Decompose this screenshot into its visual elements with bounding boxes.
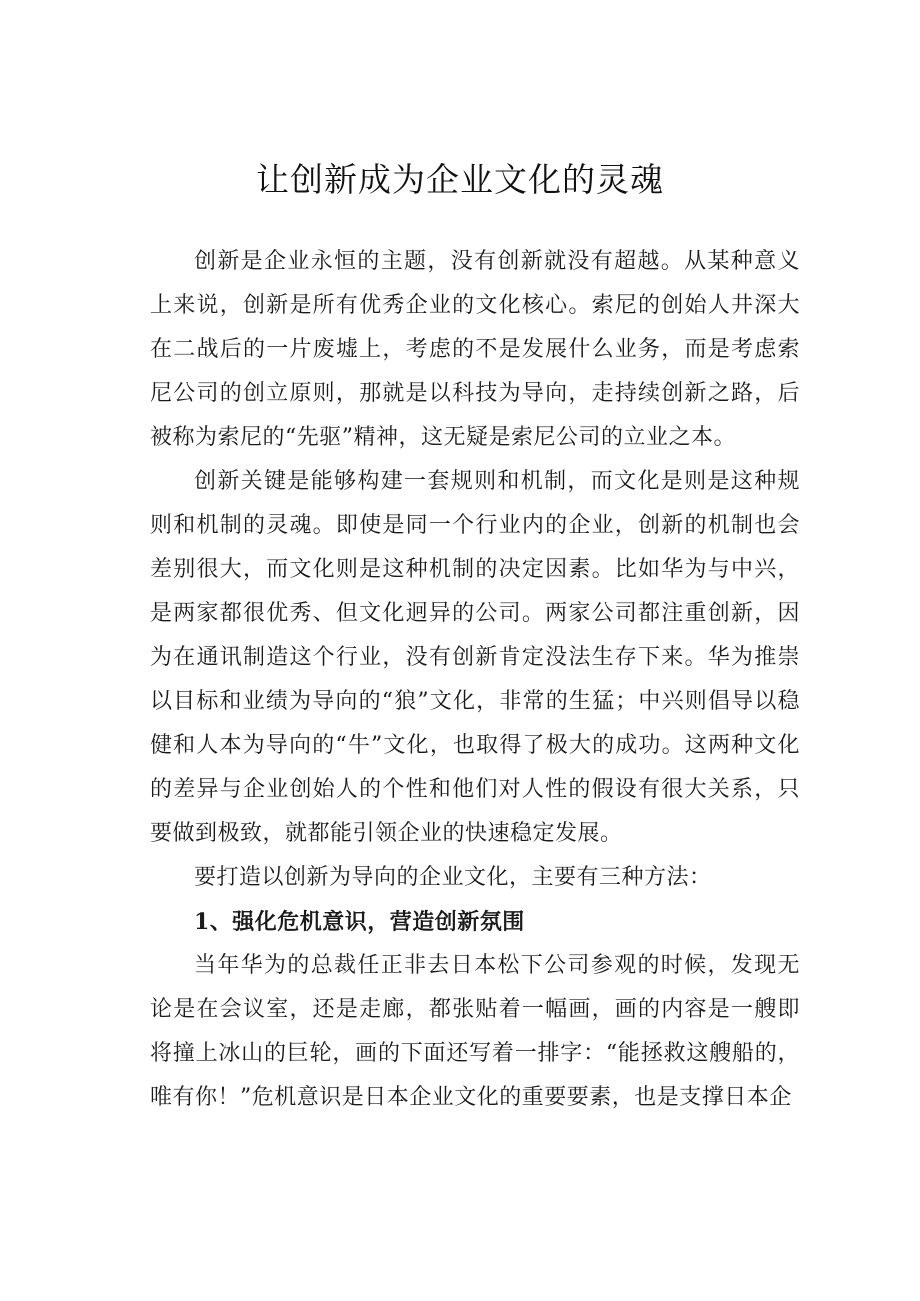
section-heading: 1、强化危机意识，营造创新氛围 xyxy=(194,909,525,935)
body-paragraph: 当年华为的总裁任正非去日本松下公司参观的时候，发现无论是在会议室，还是走廊，都张贴着一幅画，画的内容是一艘即将撞上冰山的巨轮，画的下面还写着一排字：“能拯救这艘船的，唯有你！”危机意识是日本企业文化的重要要素，也是支撑日本企 xyxy=(150,953,800,1110)
body-paragraph: 创新关键是能够构建一套规则和机制，而文化是则是这种规则和机制的灵魂。即使是同一个行业内的企业，创新的机制也会差别很大，而文化则是这种机制的决定因素。比如华为与中兴，是两家都很优秀、但文化迥异的公司。两家公司都注重创新，因为在通讯制造这个行业，没有创新肯定没法生存下来。华为推崇以目标和业绩为导向的“狼”文化，非常的生猛；中兴则倡导以稳健和人本为导向的“牛”文化，也取得了极大的成功。这两种文化的差异与企业创始人的个性和他们对人性的假设有很大关系，只要做到极致，就都能引领企业的快速稳定发展。 xyxy=(150,469,800,846)
body-paragraph: 创新是企业永恒的主题，没有创新就没有超越。从某种意义上来说，创新是所有优秀企业的文化核心。索尼的创始人井深大在二战后的一片废墟上，考虑的不是发展什么业务，而是考虑索尼公司的创立原则，那就是以科技为导向，走持续创新之路，后被称为索尼的“先驱”精神，这无疑是索尼公司的立业之本。 xyxy=(150,249,800,450)
body-paragraph: 要打造以创新为导向的企业文化，主要有三种方法： xyxy=(194,865,712,890)
document-body xyxy=(150,240,800,1120)
document-title: 让创新成为企业文化的灵魂 xyxy=(256,160,664,199)
